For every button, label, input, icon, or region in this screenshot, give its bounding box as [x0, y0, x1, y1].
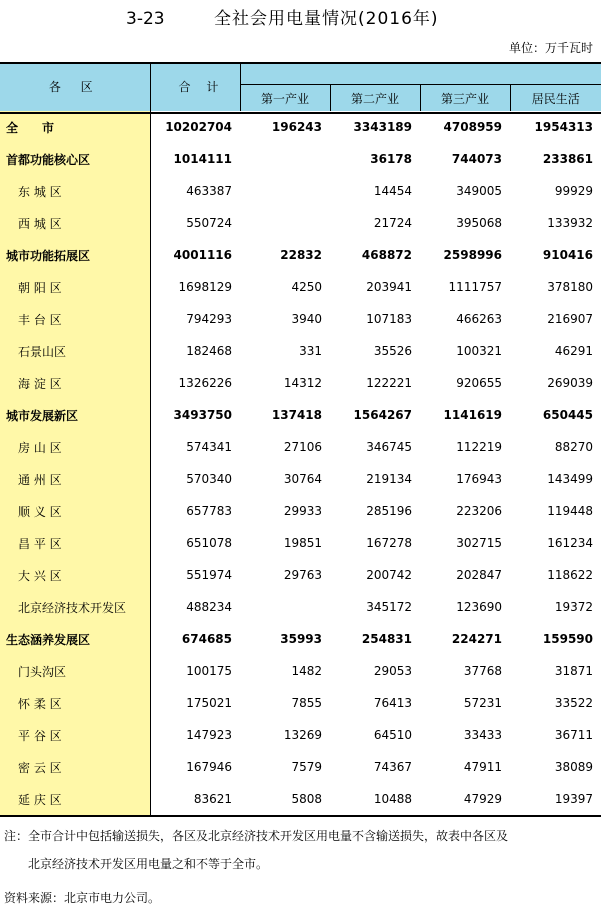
- cell-residential: 19372: [554, 600, 593, 614]
- cell-residential: 19397: [554, 792, 593, 806]
- cell-secondary: 285196: [366, 504, 412, 518]
- cell-total: 1698129: [178, 280, 232, 294]
- cell-tertiary: 744073: [451, 152, 502, 166]
- cell-residential: 159590: [542, 632, 593, 646]
- table-row: [0, 559, 601, 591]
- header-residential: 居民生活: [510, 85, 601, 112]
- cell-total: 570340: [186, 472, 232, 486]
- table-row: [0, 623, 601, 655]
- cell-tertiary: 224271: [451, 632, 502, 646]
- table-row: [0, 175, 601, 207]
- cell-total: 657783: [186, 504, 232, 518]
- cell-secondary: 167278: [366, 536, 412, 550]
- cell-total: 10202704: [165, 120, 232, 134]
- cell-total: 1014111: [173, 152, 232, 166]
- cell-primary: 35993: [280, 632, 322, 646]
- table-row: [0, 687, 601, 719]
- cell-primary: 1482: [291, 664, 322, 678]
- table-row: [0, 111, 601, 143]
- row-name: 石景山区: [0, 335, 150, 367]
- cell-residential: 133932: [547, 216, 593, 230]
- cell-secondary: 76413: [373, 696, 412, 710]
- header-area: 各 区: [0, 62, 150, 111]
- cell-secondary: 64510: [373, 728, 412, 742]
- cell-residential: 31871: [554, 664, 593, 678]
- table-top-rule: [0, 62, 601, 64]
- footnote-line-1: 注：全市合计中包括输送损失，各区及北京经济技术开发区用电量不含输送损失，故表中各区及: [4, 829, 509, 843]
- table-title-text: 全社会用电量情况(2016年): [214, 9, 439, 29]
- cell-primary: 4250: [291, 280, 322, 294]
- header-secondary-industry: 第二产业: [330, 85, 420, 112]
- electricity-table: [0, 62, 601, 815]
- cell-primary: 30764: [283, 472, 322, 486]
- cell-tertiary: 920655: [456, 376, 502, 390]
- row-name: 平 谷 区: [0, 719, 150, 751]
- table-title: [0, 6, 601, 32]
- cell-total: 83621: [193, 792, 232, 806]
- cell-total: 550724: [186, 216, 232, 230]
- cell-tertiary: 223206: [456, 504, 502, 518]
- header-bottom-rule: [0, 112, 601, 114]
- cell-total: 551974: [186, 568, 232, 582]
- unit-label: 单位：万千瓦时: [508, 41, 593, 55]
- row-name: 海 淀 区: [0, 367, 150, 399]
- cell-primary: 7855: [291, 696, 322, 710]
- cell-total: 574341: [186, 440, 232, 454]
- cell-residential: 46291: [554, 344, 593, 358]
- cell-primary: 22832: [280, 248, 322, 262]
- row-name: 顺 义 区: [0, 495, 150, 527]
- cell-tertiary: 37768: [463, 664, 502, 678]
- cell-residential: 161234: [547, 536, 593, 550]
- cell-total: 175021: [186, 696, 232, 710]
- cell-secondary: 1564267: [353, 408, 412, 422]
- row-name: 延 庆 区: [0, 783, 150, 815]
- cell-total: 4001116: [173, 248, 232, 262]
- cell-secondary: 10488: [373, 792, 412, 806]
- cell-tertiary: 47929: [463, 792, 502, 806]
- row-name: 北京经济技术开发区: [0, 591, 150, 623]
- cell-primary: 196243: [271, 120, 322, 134]
- cell-secondary: 345172: [366, 600, 412, 614]
- table-body: [0, 111, 601, 815]
- cell-tertiary: 112219: [456, 440, 502, 454]
- cell-secondary: 200742: [366, 568, 412, 582]
- cell-total: 100175: [186, 664, 232, 678]
- cell-tertiary: 123690: [456, 600, 502, 614]
- cell-tertiary: 57231: [463, 696, 502, 710]
- cell-primary: 29933: [283, 504, 322, 518]
- table-row: [0, 399, 601, 431]
- table-row: [0, 367, 601, 399]
- table-row: [0, 591, 601, 623]
- cell-total: 794293: [186, 312, 232, 326]
- table-row: [0, 335, 601, 367]
- row-name: 大 兴 区: [0, 559, 150, 591]
- cell-total: 147923: [186, 728, 232, 742]
- cell-tertiary: 176943: [456, 472, 502, 486]
- cell-residential: 378180: [547, 280, 593, 294]
- cell-total: 3493750: [173, 408, 232, 422]
- cell-primary: 331: [299, 344, 322, 358]
- table-row: [0, 239, 601, 271]
- cell-secondary: 122221: [366, 376, 412, 390]
- header-primary-industry: 第一产业: [240, 85, 330, 112]
- cell-tertiary: 349005: [456, 184, 502, 198]
- table-row: [0, 303, 601, 335]
- header-total: 合 计: [150, 62, 240, 111]
- row-name: 城市功能拓展区: [0, 239, 150, 271]
- cell-tertiary: 302715: [456, 536, 502, 550]
- table-bottom-rule: [0, 815, 601, 817]
- table-row: [0, 207, 601, 239]
- cell-primary: [240, 143, 330, 175]
- cell-residential: 1954313: [534, 120, 593, 134]
- cell-primary: 5808: [291, 792, 322, 806]
- footnote-line-2: 北京经济技术开发区用电量之和不等于全市。: [28, 857, 269, 871]
- cell-primary: 137418: [271, 408, 322, 422]
- cell-residential: 119448: [547, 504, 593, 518]
- header-tertiary-industry: 第三产业: [420, 85, 510, 112]
- cell-total: 167946: [186, 760, 232, 774]
- cell-primary: 19851: [283, 536, 322, 550]
- cell-secondary: 107183: [366, 312, 412, 326]
- row-name: 怀 柔 区: [0, 687, 150, 719]
- cell-residential: 233861: [542, 152, 593, 166]
- cell-secondary: 203941: [366, 280, 412, 294]
- cell-total: 674685: [181, 632, 232, 646]
- cell-residential: 216907: [547, 312, 593, 326]
- row-name: 生态涵养发展区: [0, 623, 150, 655]
- table-row: [0, 463, 601, 495]
- row-name: 朝 阳 区: [0, 271, 150, 303]
- cell-primary: [240, 207, 330, 239]
- row-name: 通 州 区: [0, 463, 150, 495]
- table-number: 3-23: [126, 9, 165, 29]
- cell-primary: [240, 175, 330, 207]
- cell-tertiary: 1141619: [443, 408, 502, 422]
- cell-secondary: 219134: [366, 472, 412, 486]
- cell-tertiary: 100321: [456, 344, 502, 358]
- cell-residential: 143499: [547, 472, 593, 486]
- table-row: [0, 783, 601, 815]
- cell-secondary: 36178: [370, 152, 412, 166]
- cell-secondary: 35526: [373, 344, 412, 358]
- cell-total: 463387: [186, 184, 232, 198]
- cell-residential: 650445: [542, 408, 593, 422]
- cell-residential: 38089: [554, 760, 593, 774]
- table-row: [0, 143, 601, 175]
- cell-total: 1326226: [178, 376, 232, 390]
- row-name: 全 市: [0, 111, 150, 143]
- cell-secondary: 29053: [373, 664, 412, 678]
- table-row: [0, 751, 601, 783]
- row-name: 东 城 区: [0, 175, 150, 207]
- cell-tertiary: 2598996: [443, 248, 502, 262]
- cell-residential: 99929: [554, 184, 593, 198]
- cell-residential: 88270: [554, 440, 593, 454]
- cell-primary: 29763: [283, 568, 322, 582]
- cell-secondary: 346745: [366, 440, 412, 454]
- cell-primary: 13269: [283, 728, 322, 742]
- cell-secondary: 21724: [373, 216, 412, 230]
- row-name: 门头沟区: [0, 655, 150, 687]
- cell-tertiary: 1111757: [448, 280, 502, 294]
- cell-secondary: 254831: [361, 632, 412, 646]
- row-name: 西 城 区: [0, 207, 150, 239]
- table-row: [0, 495, 601, 527]
- cell-residential: 269039: [547, 376, 593, 390]
- row-name: 丰 台 区: [0, 303, 150, 335]
- data-source: 资料来源：北京市电力公司。: [4, 891, 161, 905]
- cell-secondary: 74367: [373, 760, 412, 774]
- cell-primary: 3940: [291, 312, 322, 326]
- table-row: [0, 527, 601, 559]
- cell-secondary: 3343189: [353, 120, 412, 134]
- cell-tertiary: 47911: [463, 760, 502, 774]
- cell-primary: 14312: [283, 376, 322, 390]
- cell-residential: 33522: [554, 696, 593, 710]
- cell-tertiary: 395068: [456, 216, 502, 230]
- cell-tertiary: 33433: [463, 728, 502, 742]
- cell-total: 182468: [186, 344, 232, 358]
- header-row-1: [0, 62, 601, 85]
- row-name: 城市发展新区: [0, 399, 150, 431]
- row-name: 房 山 区: [0, 431, 150, 463]
- cell-primary: 27106: [283, 440, 322, 454]
- cell-residential: 118622: [547, 568, 593, 582]
- cell-tertiary: 202847: [456, 568, 502, 582]
- cell-primary: 7579: [291, 760, 322, 774]
- cell-total: 488234: [186, 600, 232, 614]
- row-name: 首都功能核心区: [0, 143, 150, 175]
- cell-tertiary: 466263: [456, 312, 502, 326]
- table-row: [0, 431, 601, 463]
- cell-tertiary: 4708959: [443, 120, 502, 134]
- cell-primary: [240, 591, 330, 623]
- table-row: [0, 271, 601, 303]
- cell-total: 651078: [186, 536, 232, 550]
- cell-residential: 36711: [554, 728, 593, 742]
- table-row: [0, 655, 601, 687]
- row-name: 密 云 区: [0, 751, 150, 783]
- cell-secondary: 14454: [373, 184, 412, 198]
- table-row: [0, 719, 601, 751]
- cell-residential: 910416: [542, 248, 593, 262]
- header-spacer: [240, 62, 601, 85]
- cell-secondary: 468872: [361, 248, 412, 262]
- row-name: 昌 平 区: [0, 527, 150, 559]
